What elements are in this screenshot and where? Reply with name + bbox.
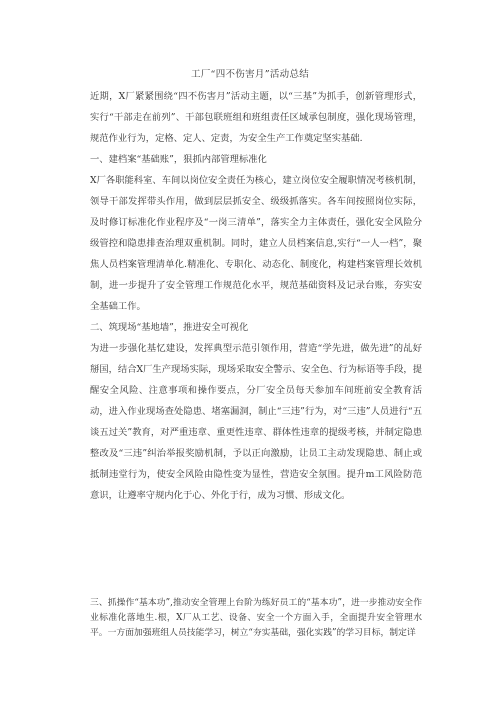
section2-heading: 二、筑现场“基地墙”，推进安全可视化 — [90, 322, 249, 333]
section1-heading: 一、建档案“基础账”，狠抓内部管理标准化 — [90, 154, 267, 165]
intro-paragraph: 近期，X厂紧紧围绕“四不伤害月”活动主题，以“三基”为抓手，创新管理形式，实行“干部走在前列”、干部包联班组和班组责任区域承包制度，强化现场管理，规范作业行为，定格、定人、定责，为安全生产工作奠定坚实基础. — [90, 91, 422, 144]
document-body — [90, 86, 422, 506]
section3-block — [90, 596, 422, 641]
section2-paragraph: 为进一步强化基忆建设，发挥典型示范引领作用，营造“学先进，做先进”的乩好掰国，结合X厂生产现场实际，现场采取安全警示、安全色、行为标语等手段，提醒安全风险、注意事项和操作要点，分厂安全员每天参加车间班前安全教育活动，进入作业现场查处隐患、堵塞漏洞，制止“三违”行为，对“三违”人员进行“五谈五过关”教育，对严重违章、重更性违章、群体性违章的提级考核，并制定隐患整改及“三违”纠治举报奖励机制，予以正向激励，让员工主动发现隐患、制止或抵制违堂行为，使安全风险由隐性变为显性，营造安全氛围。提升m工风险防范意识，让遵率守规内化于心、外化于行，成为习惯、形成文化。 — [90, 343, 423, 501]
section1-paragraph: X厂各职能科室、车间以岗位安全责任为核心，建立岗位安全履职情况考核机制，领导干部发挥带头作用，做到层层抓安全、级级抓落实。各车间按照岗位实际，及时修订标准化作业程序及“一岗三清单”，落实全力主体责任，强化安全风险分级管控和隐患排查治理双重机制。同时，建立人员档案信息,实行“一人一档”，聚焦人员档案管理清单化.精准化、专职化、动态化、制度化，构建档案管理长效机制，进一步提升了安全管理工作规范化水平，规范基础资料及记录台账，夯实安全基础工作。 — [90, 175, 423, 312]
document-title: 工厂“四不伤害月”活动总结 — [190, 69, 310, 80]
section3-paragraph: 三、抓操作“基本功”,推动安全管理上台阶为练好员工的“基本功”，进一步推动安全作业标准化落地生.根，X厂从工艺、设备、安全一个方面入手，全面提升安全管理水平。一方面加强班组人员技能学习，树立“夯实基础，强化实践”的学习目标，制定详 — [90, 598, 422, 638]
